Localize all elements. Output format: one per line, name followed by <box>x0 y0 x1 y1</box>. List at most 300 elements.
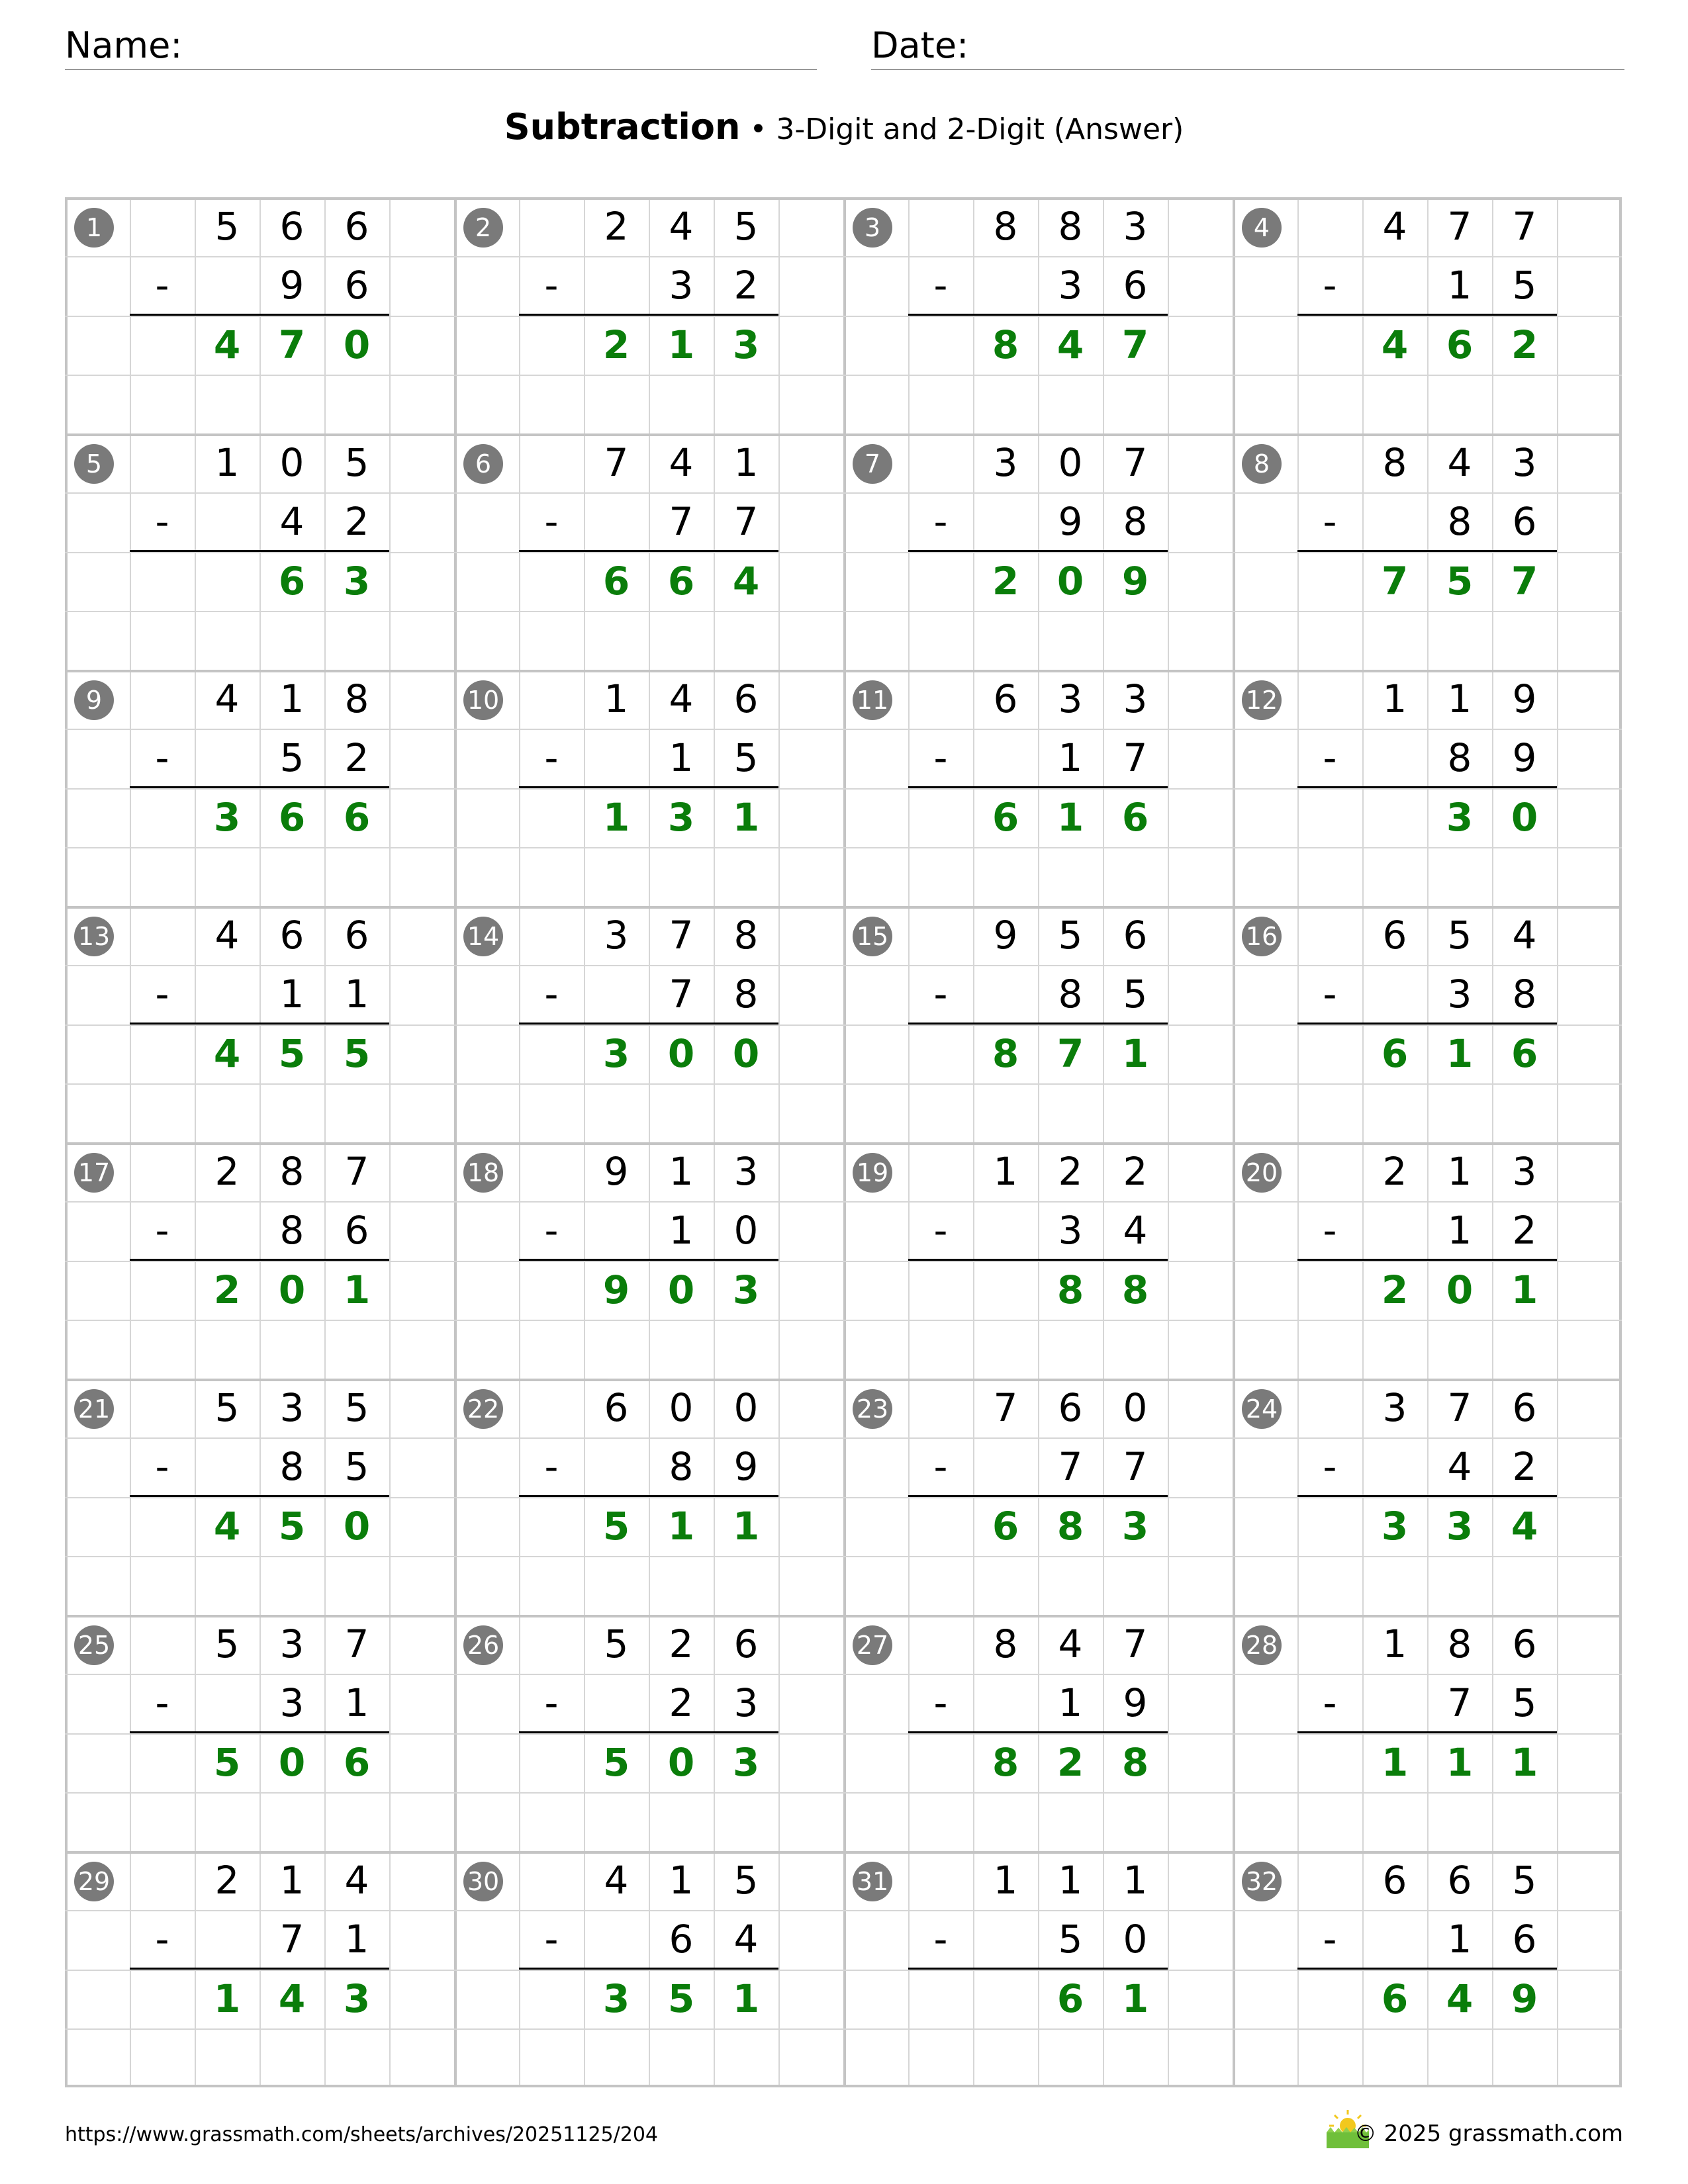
subtrahend-digit: 3 <box>1058 1208 1083 1253</box>
answer-digit: 7 <box>278 322 306 367</box>
problem-11 <box>843 670 1233 906</box>
answer-digit: 1 <box>343 1267 371 1312</box>
problem-number-badge: 28 <box>1242 1625 1282 1665</box>
answer-digit: 1 <box>602 795 630 840</box>
minuend-digit: 8 <box>993 1621 1018 1666</box>
problem-5 <box>65 433 454 670</box>
title-main: Subtraction <box>504 106 741 148</box>
answer-digit: 6 <box>602 559 630 604</box>
minuend-digit: 4 <box>1447 440 1472 485</box>
minus-sign: - <box>544 499 559 544</box>
answer-digit: 6 <box>667 559 695 604</box>
subtrahend-digit: 2 <box>1512 1444 1537 1489</box>
answer-digit: 4 <box>278 1976 306 2021</box>
answer-digit: 2 <box>1511 322 1538 367</box>
minuend-digit: 5 <box>344 1385 369 1430</box>
minuend-digit: 8 <box>993 204 1018 249</box>
minuend-digit: 7 <box>604 440 629 485</box>
subtrahend-digit: 5 <box>344 1444 369 1489</box>
answer-digit: 1 <box>1121 1976 1149 2021</box>
answer-digit: 6 <box>1381 1031 1409 1076</box>
minuend-digit: 6 <box>604 1385 629 1430</box>
answer-digit: 8 <box>992 322 1019 367</box>
problem-number-badge: 3 <box>853 208 892 248</box>
problem-6 <box>454 433 843 670</box>
minuend-digit: 8 <box>1447 1621 1472 1666</box>
subtrahend-digit: 3 <box>669 263 694 308</box>
problem-21 <box>65 1379 454 1615</box>
answer-digit: 1 <box>732 795 760 840</box>
answer-digit: 3 <box>343 1976 371 2021</box>
subtrahend-digit: 8 <box>733 972 759 1017</box>
date-label: Date: <box>871 24 969 66</box>
problem-10 <box>454 670 843 906</box>
worksheet-title <box>0 106 1688 148</box>
problem-2 <box>454 197 843 433</box>
minus-sign: - <box>1323 1680 1337 1725</box>
minus-sign: - <box>933 1444 948 1489</box>
subtrahend-digit: 7 <box>669 499 694 544</box>
answer-digit: 2 <box>213 1267 241 1312</box>
minuend-digit: 6 <box>993 676 1018 721</box>
problem-17 <box>65 1142 454 1379</box>
subtrahend-digit: 1 <box>1447 1208 1472 1253</box>
minuend-digit: 4 <box>214 676 240 721</box>
answer-digit: 4 <box>213 1504 241 1549</box>
problem-16 <box>1233 906 1622 1142</box>
minus-sign: - <box>1323 263 1337 308</box>
answer-digit: 1 <box>1381 1740 1409 1785</box>
minuend-digit: 8 <box>733 913 759 958</box>
name-label: Name: <box>65 24 183 66</box>
problem-number-badge: 1 <box>74 208 114 248</box>
minuend-digit: 5 <box>214 204 240 249</box>
answer-digit: 2 <box>602 322 630 367</box>
problem-number-badge: 12 <box>1242 680 1282 720</box>
answer-digit: 5 <box>278 1031 306 1076</box>
minuend-digit: 8 <box>279 1149 305 1194</box>
answer-digit: 3 <box>213 795 241 840</box>
subtrahend-digit: 1 <box>344 1680 369 1725</box>
minuend-digit: 3 <box>604 913 629 958</box>
subtrahend-digit: 0 <box>1123 1917 1148 1962</box>
answer-digit: 5 <box>667 1976 695 2021</box>
subtrahend-digit: 5 <box>1512 263 1537 308</box>
answer-digit: 0 <box>667 1267 695 1312</box>
minus-sign: - <box>1323 1444 1337 1489</box>
subtrahend-digit: 6 <box>1512 499 1537 544</box>
subtrahend-digit: 8 <box>1512 972 1537 1017</box>
problem-23 <box>843 1379 1233 1615</box>
problem-3 <box>843 197 1233 433</box>
answer-digit: 3 <box>1381 1504 1409 1549</box>
answer-digit: 9 <box>1511 1976 1538 2021</box>
problem-number-badge: 30 <box>463 1862 503 1901</box>
minuend-digit: 5 <box>1058 913 1083 958</box>
answer-digit: 3 <box>1121 1504 1149 1549</box>
answer-digit: 4 <box>1381 322 1409 367</box>
problem-30 <box>454 1851 843 2087</box>
answer-digit: 1 <box>732 1504 760 1549</box>
minuend-digit: 1 <box>669 1149 694 1194</box>
answer-digit: 6 <box>343 795 371 840</box>
answer-digit: 0 <box>667 1031 695 1076</box>
subtrahend-digit: 9 <box>1123 1680 1148 1725</box>
minus-sign: - <box>155 499 169 544</box>
minuend-digit: 8 <box>1058 204 1083 249</box>
subtrahend-digit: 7 <box>669 972 694 1017</box>
minus-sign: - <box>933 1917 948 1962</box>
minuend-digit: 3 <box>1123 676 1148 721</box>
minus-sign: - <box>933 263 948 308</box>
answer-digit: 6 <box>1381 1976 1409 2021</box>
problem-13 <box>65 906 454 1142</box>
subtrahend-digit: 4 <box>1123 1208 1148 1253</box>
answer-digit: 1 <box>1511 1267 1538 1312</box>
problem-number-badge: 21 <box>74 1389 114 1429</box>
subtrahend-digit: 9 <box>1058 499 1083 544</box>
subtrahend-digit: 7 <box>279 1917 305 1962</box>
answer-digit: 0 <box>278 1267 306 1312</box>
subtrahend-digit: 8 <box>279 1208 305 1253</box>
minuend-digit: 7 <box>1123 1621 1148 1666</box>
answer-digit: 4 <box>1511 1504 1538 1549</box>
problem-number-badge: 9 <box>74 680 114 720</box>
minus-sign: - <box>1323 1208 1337 1253</box>
minus-sign: - <box>155 263 169 308</box>
title-subtitle: • 3-Digit and 2-Digit (Answer) <box>740 113 1184 146</box>
subtrahend-digit: 3 <box>279 1680 305 1725</box>
minus-sign: - <box>544 972 559 1017</box>
subtrahend-digit: 7 <box>1058 1444 1083 1489</box>
subtrahend-digit: 2 <box>344 499 369 544</box>
minuend-digit: 1 <box>279 676 305 721</box>
minuend-digit: 5 <box>344 440 369 485</box>
minuend-digit: 5 <box>604 1621 629 1666</box>
minuend-digit: 1 <box>669 1858 694 1903</box>
answer-digit: 5 <box>278 1504 306 1549</box>
problem-number-badge: 11 <box>853 680 892 720</box>
minuend-digit: 6 <box>1058 1385 1083 1430</box>
answer-digit: 6 <box>992 1504 1019 1549</box>
minus-sign: - <box>544 263 559 308</box>
answer-digit: 1 <box>213 1976 241 2021</box>
minuend-digit: 1 <box>604 676 629 721</box>
answer-digit: 3 <box>343 559 371 604</box>
subtrahend-digit: 1 <box>1058 1680 1083 1725</box>
subtrahend-digit: 2 <box>1512 1208 1537 1253</box>
problem-22 <box>454 1379 843 1615</box>
problem-grid <box>65 197 1622 2087</box>
minuend-digit: 4 <box>669 676 694 721</box>
subtrahend-digit: 7 <box>1123 1444 1148 1489</box>
problem-number-badge: 7 <box>853 444 892 484</box>
minus-sign: - <box>155 735 169 780</box>
minuend-digit: 1 <box>1058 1858 1083 1903</box>
subtrahend-digit: 6 <box>344 263 369 308</box>
minus-sign: - <box>155 972 169 1017</box>
subtrahend-digit: 9 <box>1512 735 1537 780</box>
answer-digit: 6 <box>278 559 306 604</box>
minuend-digit: 2 <box>1123 1149 1148 1194</box>
minus-sign: - <box>155 1680 169 1725</box>
minuend-digit: 3 <box>1512 440 1537 485</box>
problem-20 <box>1233 1142 1622 1379</box>
problem-14 <box>454 906 843 1142</box>
subtrahend-digit: 5 <box>733 735 759 780</box>
minus-sign: - <box>1323 1917 1337 1962</box>
answer-digit: 1 <box>1446 1740 1474 1785</box>
minuend-digit: 5 <box>1512 1858 1537 1903</box>
minuend-digit: 7 <box>1123 440 1148 485</box>
answer-digit: 2 <box>1056 1740 1084 1785</box>
minuend-digit: 4 <box>669 204 694 249</box>
minuend-digit: 7 <box>344 1149 369 1194</box>
minus-sign: - <box>155 1917 169 1962</box>
minuend-digit: 0 <box>669 1385 694 1430</box>
answer-digit: 2 <box>992 559 1019 604</box>
date-field[interactable] <box>871 25 1624 70</box>
answer-digit: 4 <box>213 322 241 367</box>
minuend-digit: 5 <box>214 1621 240 1666</box>
minuend-digit: 9 <box>1512 676 1537 721</box>
minuend-digit: 4 <box>1512 913 1537 958</box>
minuend-digit: 4 <box>669 440 694 485</box>
minuend-digit: 4 <box>214 913 240 958</box>
subtrahend-digit: 1 <box>669 735 694 780</box>
footer-url[interactable]: https://www.grassmath.com/sheets/archives/20251125/204 <box>65 2123 659 2146</box>
answer-digit: 8 <box>992 1740 1019 1785</box>
answer-digit: 1 <box>667 322 695 367</box>
problem-number-badge: 29 <box>74 1862 114 1901</box>
minuend-digit: 2 <box>214 1149 240 1194</box>
answer-digit: 0 <box>343 322 371 367</box>
minuend-digit: 0 <box>279 440 305 485</box>
minuend-digit: 3 <box>279 1385 305 1430</box>
minuend-digit: 7 <box>993 1385 1018 1430</box>
answer-digit: 6 <box>1511 1031 1538 1076</box>
problem-number-badge: 15 <box>853 917 892 956</box>
problem-number-badge: 8 <box>1242 444 1282 484</box>
problem-24 <box>1233 1379 1622 1615</box>
answer-digit: 8 <box>992 1031 1019 1076</box>
answer-digit: 9 <box>602 1267 630 1312</box>
minuend-digit: 6 <box>1382 913 1407 958</box>
answer-digit: 3 <box>602 1031 630 1076</box>
problem-number-badge: 22 <box>463 1389 503 1429</box>
answer-digit: 1 <box>1446 1031 1474 1076</box>
answer-digit: 3 <box>667 795 695 840</box>
subtrahend-digit: 9 <box>279 263 305 308</box>
subtrahend-digit: 6 <box>1123 263 1148 308</box>
answer-digit: 5 <box>213 1740 241 1785</box>
subtrahend-digit: 5 <box>1123 972 1148 1017</box>
answer-digit: 4 <box>732 559 760 604</box>
subtrahend-digit: 8 <box>669 1444 694 1489</box>
answer-digit: 4 <box>1056 322 1084 367</box>
minuend-digit: 4 <box>1382 204 1407 249</box>
answer-digit: 1 <box>1056 795 1084 840</box>
subtrahend-digit: 1 <box>1447 263 1472 308</box>
answer-digit: 6 <box>1446 322 1474 367</box>
subtrahend-digit: 1 <box>279 972 305 1017</box>
minuend-digit: 5 <box>214 1385 240 1430</box>
minus-sign: - <box>155 1444 169 1489</box>
minuend-digit: 4 <box>344 1858 369 1903</box>
problem-number-badge: 20 <box>1242 1153 1282 1193</box>
subtrahend-digit: 6 <box>669 1917 694 1962</box>
problem-number-badge: 4 <box>1242 208 1282 248</box>
problem-1 <box>65 197 454 433</box>
answer-digit: 0 <box>278 1740 306 1785</box>
answer-digit: 5 <box>1446 559 1474 604</box>
subtrahend-digit: 5 <box>279 735 305 780</box>
answer-digit: 0 <box>732 1031 760 1076</box>
minuend-digit: 3 <box>1512 1149 1537 1194</box>
problem-7 <box>843 433 1233 670</box>
problem-9 <box>65 670 454 906</box>
minuend-digit: 3 <box>279 1621 305 1666</box>
subtrahend-digit: 7 <box>733 499 759 544</box>
minus-sign: - <box>1323 735 1337 780</box>
minuend-digit: 9 <box>604 1149 629 1194</box>
answer-digit: 0 <box>343 1504 371 1549</box>
subtrahend-digit: 1 <box>344 1917 369 1962</box>
problem-32 <box>1233 1851 1622 2087</box>
minuend-digit: 1 <box>1447 676 1472 721</box>
problem-number-badge: 23 <box>853 1389 892 1429</box>
problem-25 <box>65 1615 454 1851</box>
subtrahend-digit: 4 <box>733 1917 759 1962</box>
subtrahend-digit: 9 <box>733 1444 759 1489</box>
minus-sign: - <box>544 1208 559 1253</box>
answer-digit: 0 <box>1056 559 1084 604</box>
minuend-digit: 4 <box>604 1858 629 1903</box>
problem-number-badge: 26 <box>463 1625 503 1665</box>
minuend-digit: 1 <box>993 1149 1018 1194</box>
minuend-digit: 2 <box>669 1621 694 1666</box>
minuend-digit: 1 <box>1382 1621 1407 1666</box>
answer-digit: 6 <box>278 795 306 840</box>
answer-digit: 1 <box>667 1504 695 1549</box>
subtrahend-digit: 7 <box>1123 735 1148 780</box>
minuend-digit: 1 <box>1447 1149 1472 1194</box>
subtrahend-digit: 4 <box>279 499 305 544</box>
problem-29 <box>65 1851 454 2087</box>
minuend-digit: 6 <box>1512 1621 1537 1666</box>
minuend-digit: 6 <box>1382 1858 1407 1903</box>
answer-digit: 3 <box>732 1267 760 1312</box>
answer-digit: 3 <box>732 322 760 367</box>
minuend-digit: 8 <box>344 676 369 721</box>
answer-digit: 0 <box>667 1740 695 1785</box>
minuend-digit: 1 <box>733 440 759 485</box>
subtrahend-digit: 4 <box>1447 1444 1472 1489</box>
answer-digit: 3 <box>602 1976 630 2021</box>
subtrahend-digit: 3 <box>1447 972 1472 1017</box>
minuend-digit: 6 <box>279 913 305 958</box>
answer-digit: 1 <box>1121 1031 1149 1076</box>
subtrahend-digit: 8 <box>1447 735 1472 780</box>
problem-number-badge: 14 <box>463 917 503 956</box>
minuend-digit: 3 <box>733 1149 759 1194</box>
answer-digit: 3 <box>732 1740 760 1785</box>
problem-number-badge: 32 <box>1242 1862 1282 1901</box>
minus-sign: - <box>544 1444 559 1489</box>
subtrahend-digit: 2 <box>733 263 759 308</box>
answer-digit: 9 <box>1121 559 1149 604</box>
answer-digit: 6 <box>1056 1976 1084 2021</box>
minuend-digit: 6 <box>1123 913 1148 958</box>
minus-sign: - <box>933 499 948 544</box>
problem-number-badge: 17 <box>74 1153 114 1193</box>
minuend-digit: 5 <box>1447 913 1472 958</box>
minus-sign: - <box>933 1680 948 1725</box>
name-field[interactable] <box>65 25 817 70</box>
subtrahend-digit: 7 <box>1447 1680 1472 1725</box>
minuend-digit: 3 <box>1058 676 1083 721</box>
subtrahend-digit: 2 <box>669 1680 694 1725</box>
problem-number-badge: 2 <box>463 208 503 248</box>
problem-number-badge: 10 <box>463 680 503 720</box>
answer-digit: 4 <box>213 1031 241 1076</box>
problem-number-badge: 16 <box>1242 917 1282 956</box>
problem-number-badge: 31 <box>853 1862 892 1901</box>
subtrahend-digit: 1 <box>1447 1917 1472 1962</box>
problem-31 <box>843 1851 1233 2087</box>
problem-4 <box>1233 197 1622 433</box>
minuend-digit: 1 <box>1382 676 1407 721</box>
minuend-digit: 2 <box>1382 1149 1407 1194</box>
subtrahend-digit: 0 <box>733 1208 759 1253</box>
problem-8 <box>1233 433 1622 670</box>
answer-digit: 7 <box>1381 559 1409 604</box>
minuend-digit: 2 <box>214 1858 240 1903</box>
minuend-digit: 0 <box>1123 1385 1148 1430</box>
minuend-digit: 4 <box>1058 1621 1083 1666</box>
problem-12 <box>1233 670 1622 906</box>
problem-18 <box>454 1142 843 1379</box>
minuend-digit: 7 <box>1447 204 1472 249</box>
subtrahend-digit: 3 <box>1058 263 1083 308</box>
answer-digit: 7 <box>1121 322 1149 367</box>
subtrahend-digit: 1 <box>669 1208 694 1253</box>
answer-digit: 1 <box>732 1976 760 2021</box>
minus-sign: - <box>544 735 559 780</box>
subtrahend-digit: 6 <box>344 1208 369 1253</box>
problem-number-badge: 24 <box>1242 1389 1282 1429</box>
minuend-digit: 7 <box>1447 1385 1472 1430</box>
problem-27 <box>843 1615 1233 1851</box>
answer-digit: 8 <box>1056 1504 1084 1549</box>
answer-digit: 0 <box>1446 1267 1474 1312</box>
minuend-digit: 2 <box>1058 1149 1083 1194</box>
problem-15 <box>843 906 1233 1142</box>
subtrahend-digit: 3 <box>733 1680 759 1725</box>
minuend-digit: 0 <box>1058 440 1083 485</box>
subtrahend-digit: 1 <box>344 972 369 1017</box>
answer-digit: 6 <box>992 795 1019 840</box>
minuend-digit: 1 <box>214 440 240 485</box>
problem-number-badge: 5 <box>74 444 114 484</box>
subtrahend-digit: 8 <box>1447 499 1472 544</box>
problem-number-badge: 27 <box>853 1625 892 1665</box>
subtrahend-digit: 2 <box>344 735 369 780</box>
minuend-digit: 3 <box>1382 1385 1407 1430</box>
answer-digit: 6 <box>343 1740 371 1785</box>
minuend-digit: 5 <box>733 1858 759 1903</box>
subtrahend-digit: 8 <box>1058 972 1083 1017</box>
